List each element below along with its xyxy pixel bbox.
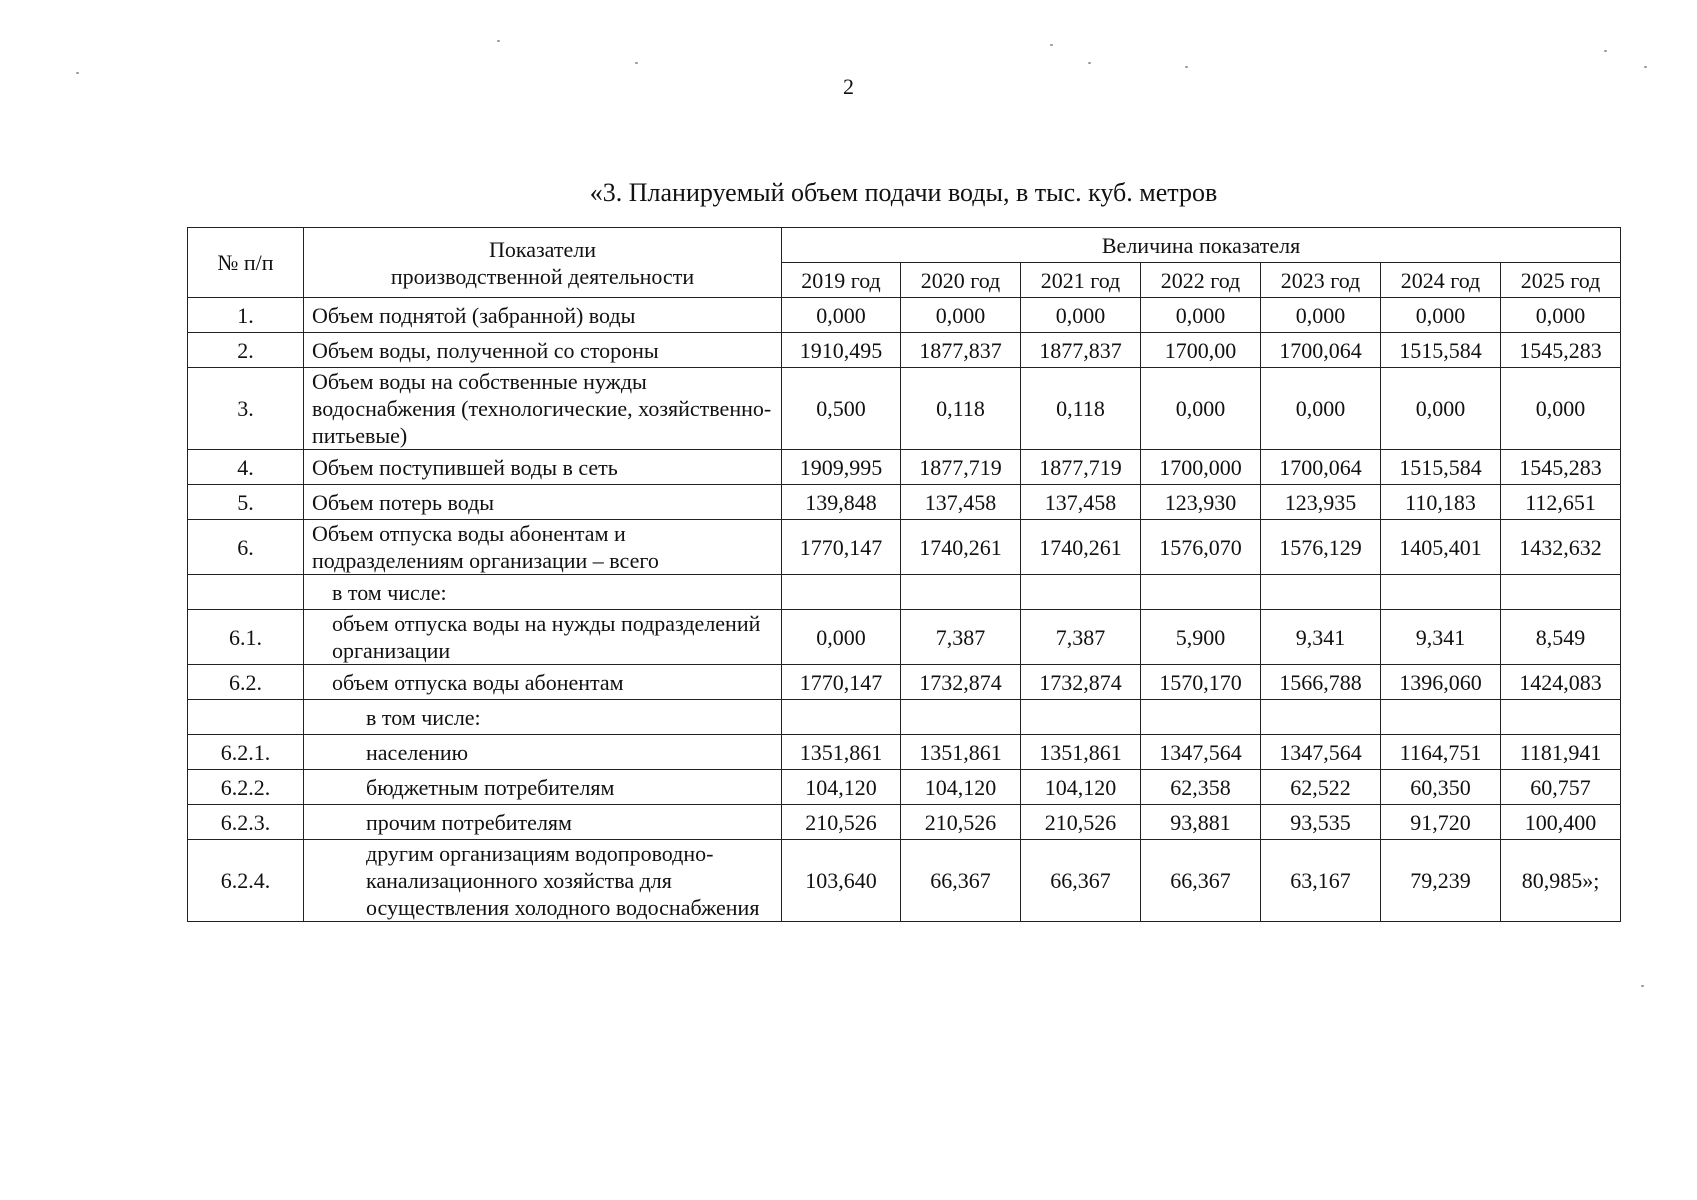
row-value: 123,935: [1261, 485, 1381, 520]
scan-speck: [1644, 66, 1647, 68]
row-value: [1381, 575, 1501, 610]
table-row: [188, 735, 1621, 770]
row-label: объем отпуска воды абонентам: [304, 665, 782, 700]
table-row: [188, 575, 1621, 610]
header-year: 2023 год: [1261, 263, 1381, 298]
row-value: 1732,874: [1021, 665, 1141, 700]
row-value: 1181,941: [1501, 735, 1621, 770]
row-value: 93,881: [1141, 805, 1261, 840]
header-indicator-line2: производственной деятельности: [390, 263, 695, 289]
row-value: 103,640: [782, 840, 901, 922]
row-label: объем отпуска воды на нужды подразделений организации: [304, 610, 782, 665]
row-value: 1877,837: [1021, 333, 1141, 368]
row-value: 104,120: [1021, 770, 1141, 805]
row-number: 4.: [188, 450, 304, 485]
row-value: [1261, 700, 1381, 735]
row-value: 1566,788: [1261, 665, 1381, 700]
row-value: 0,118: [1021, 368, 1141, 450]
row-value: 1909,995: [782, 450, 901, 485]
row-label: Объем воды, полученной со стороны: [304, 333, 782, 368]
row-value: 112,651: [1501, 485, 1621, 520]
row-label: бюджетным потребителям: [304, 770, 782, 805]
row-value: 1877,719: [901, 450, 1021, 485]
row-value: 1732,874: [901, 665, 1021, 700]
table-row: [188, 770, 1621, 805]
scan-speck: [1604, 50, 1607, 52]
row-value: 1576,070: [1141, 520, 1261, 575]
row-number: 6.2.1.: [188, 735, 304, 770]
row-label: Объем потерь воды: [304, 485, 782, 520]
page-number: 2: [843, 74, 854, 99]
row-label: прочим потребителям: [304, 805, 782, 840]
table-row: [188, 805, 1621, 840]
row-value: [1501, 575, 1621, 610]
row-value: 210,526: [1021, 805, 1141, 840]
row-value: 1515,584: [1381, 333, 1501, 368]
scan-speck: [76, 72, 79, 74]
row-value: 62,358: [1141, 770, 1261, 805]
table-row: [188, 520, 1621, 575]
table-title: «3. Планируемый объем подачи воды, в тыс. куб. метров: [589, 178, 1218, 207]
row-value: 1877,719: [1021, 450, 1141, 485]
row-value: [901, 700, 1021, 735]
row-value: 0,000: [1261, 368, 1381, 450]
row-value: 9,341: [1261, 610, 1381, 665]
row-value: 137,458: [1021, 485, 1141, 520]
row-value: 1164,751: [1381, 735, 1501, 770]
row-value: 139,848: [782, 485, 901, 520]
row-value: 0,500: [782, 368, 901, 450]
row-label: Объем поступившей воды в сеть: [304, 450, 782, 485]
row-value: 0,000: [1021, 298, 1141, 333]
row-value: 100,400: [1501, 805, 1621, 840]
row-value: 1700,064: [1261, 333, 1381, 368]
row-value: 1570,170: [1141, 665, 1261, 700]
row-label: Объем поднятой (забранной) воды: [304, 298, 782, 333]
header-row-top: [188, 228, 1621, 263]
row-value: 210,526: [782, 805, 901, 840]
row-number: [188, 575, 304, 610]
header-num: № п/п: [188, 228, 304, 298]
row-value: 1770,147: [782, 665, 901, 700]
row-value: 1351,861: [901, 735, 1021, 770]
row-number: [188, 700, 304, 735]
row-value: 1740,261: [901, 520, 1021, 575]
table-row: [188, 610, 1621, 665]
row-value: 0,000: [1501, 368, 1621, 450]
scan-speck: [1088, 62, 1091, 64]
row-value: 1405,401: [1381, 520, 1501, 575]
row-value: 104,120: [782, 770, 901, 805]
row-value: 0,000: [1381, 298, 1501, 333]
row-value: 1432,632: [1501, 520, 1621, 575]
header-year: 2020 год: [901, 263, 1021, 298]
scan-speck: [1185, 66, 1188, 68]
row-label: в том числе:: [304, 575, 782, 610]
row-value: 1347,564: [1141, 735, 1261, 770]
header-year: 2021 год: [1021, 263, 1141, 298]
row-value: 93,535: [1261, 805, 1381, 840]
row-value: [1021, 575, 1141, 610]
row-value: 8,549: [1501, 610, 1621, 665]
row-value: 5,900: [1141, 610, 1261, 665]
row-number: 6.2.3.: [188, 805, 304, 840]
header-value-group: Величина показателя: [782, 228, 1621, 263]
row-number: 6.: [188, 520, 304, 575]
row-label: Объем отпуска воды абонентам и подразделениям организации – всего: [304, 520, 782, 575]
row-value: [782, 575, 901, 610]
row-value: 7,387: [1021, 610, 1141, 665]
header-year: 2025 год: [1501, 263, 1621, 298]
row-value: 66,367: [901, 840, 1021, 922]
row-label: Объем воды на собственные нужды водоснабжения (технологические, хозяйственно-питьевые): [304, 368, 782, 450]
row-value: 1351,861: [1021, 735, 1141, 770]
header-year: 2022 год: [1141, 263, 1261, 298]
scan-speck: [1050, 44, 1053, 46]
row-value: 91,720: [1381, 805, 1501, 840]
table-row: [188, 368, 1621, 450]
scan-speck: [1641, 985, 1644, 987]
row-value: [1021, 700, 1141, 735]
row-value: [1381, 700, 1501, 735]
row-value: 123,930: [1141, 485, 1261, 520]
header-indicator-line1: Показатели: [488, 236, 597, 262]
table-row: [188, 485, 1621, 520]
row-label: населению: [304, 735, 782, 770]
row-value: 1700,00: [1141, 333, 1261, 368]
row-value: 0,000: [1501, 298, 1621, 333]
row-value: 66,367: [1141, 840, 1261, 922]
water-supply-table: [187, 227, 1621, 922]
scan-speck: [635, 62, 638, 64]
row-value: 137,458: [901, 485, 1021, 520]
table-row: [188, 700, 1621, 735]
row-value: 1740,261: [1021, 520, 1141, 575]
row-value: 0,000: [901, 298, 1021, 333]
row-value: 0,000: [1381, 368, 1501, 450]
row-value: 0,000: [782, 298, 901, 333]
row-value: 9,341: [1381, 610, 1501, 665]
row-value: 60,757: [1501, 770, 1621, 805]
row-label: другим организациям водопроводно-канализационного хозяйства для осуществления холодного водоснабжения: [304, 840, 782, 922]
row-value: [1141, 575, 1261, 610]
row-value: 0,000: [1261, 298, 1381, 333]
table-row: [188, 840, 1621, 922]
table-row: [188, 298, 1621, 333]
row-value: 62,522: [1261, 770, 1381, 805]
row-value: 66,367: [1021, 840, 1141, 922]
row-number: 6.1.: [188, 610, 304, 665]
row-value: [1261, 575, 1381, 610]
row-number: 2.: [188, 333, 304, 368]
row-value: 1515,584: [1381, 450, 1501, 485]
row-value: 80,985»;: [1501, 840, 1621, 922]
row-value: [782, 700, 901, 735]
row-value: 1910,495: [782, 333, 901, 368]
row-value: 1576,129: [1261, 520, 1381, 575]
row-value: 60,350: [1381, 770, 1501, 805]
header-year: 2024 год: [1381, 263, 1501, 298]
row-value: 1700,064: [1261, 450, 1381, 485]
row-number: 3.: [188, 368, 304, 450]
row-value: 1351,861: [782, 735, 901, 770]
row-value: [1501, 700, 1621, 735]
row-value: 1877,837: [901, 333, 1021, 368]
row-value: 1545,283: [1501, 450, 1621, 485]
row-value: 110,183: [1381, 485, 1501, 520]
row-value: 1424,083: [1501, 665, 1621, 700]
scan-speck: [497, 40, 500, 42]
row-value: 79,239: [1381, 840, 1501, 922]
row-value: 104,120: [901, 770, 1021, 805]
table-row: [188, 665, 1621, 700]
row-number: 6.2.4.: [188, 840, 304, 922]
row-value: 0,000: [1141, 298, 1261, 333]
row-value: 63,167: [1261, 840, 1381, 922]
row-number: 1.: [188, 298, 304, 333]
row-label: в том числе:: [304, 700, 782, 735]
table-row: [188, 450, 1621, 485]
row-value: 0,118: [901, 368, 1021, 450]
table-row: [188, 333, 1621, 368]
row-value: [1141, 700, 1261, 735]
row-number: 6.2.: [188, 665, 304, 700]
row-value: 7,387: [901, 610, 1021, 665]
header-year: 2019 год: [782, 263, 901, 298]
row-value: 1396,060: [1381, 665, 1501, 700]
row-value: 1545,283: [1501, 333, 1621, 368]
row-value: [901, 575, 1021, 610]
row-number: 6.2.2.: [188, 770, 304, 805]
row-value: 0,000: [782, 610, 901, 665]
row-number: 5.: [188, 485, 304, 520]
row-value: 1770,147: [782, 520, 901, 575]
header-indicator: [304, 228, 782, 298]
row-value: 0,000: [1141, 368, 1261, 450]
row-value: 1700,000: [1141, 450, 1261, 485]
row-value: 1347,564: [1261, 735, 1381, 770]
row-value: 210,526: [901, 805, 1021, 840]
